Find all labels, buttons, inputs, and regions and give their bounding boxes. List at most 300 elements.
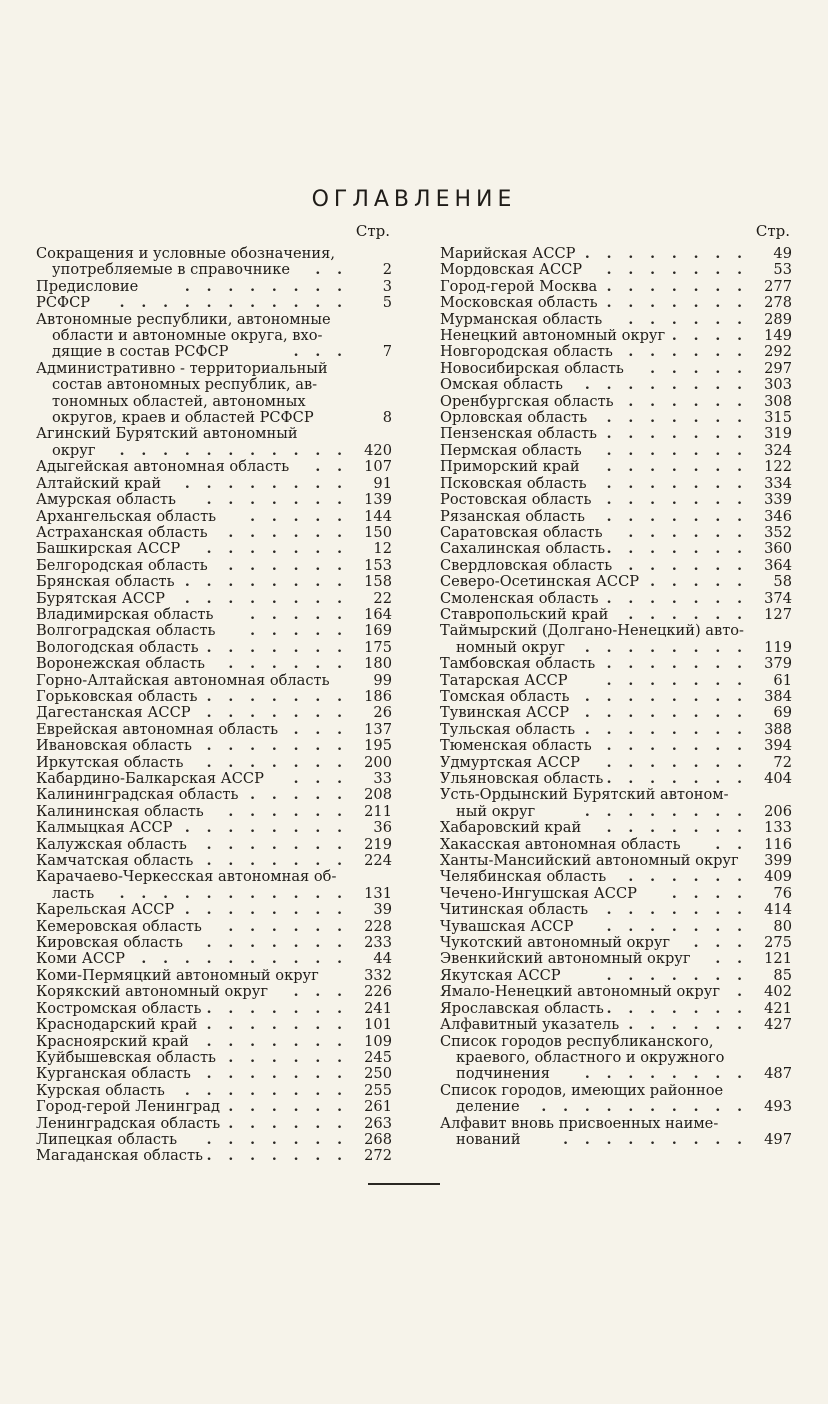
toc-entry — [440, 919, 792, 935]
toc-page-number: 133 — [764, 819, 792, 837]
toc-page-number: 33 — [373, 770, 392, 787]
page-column-header: Стр. — [755, 222, 790, 240]
toc-entry — [36, 541, 392, 557]
dot-leader: . . . . . . . . — [184, 574, 348, 591]
toc-entry — [36, 869, 392, 902]
dot-leader: . . . . . . — [628, 557, 748, 574]
toc-page-number: 164 — [364, 605, 392, 623]
dot-leader: . . — [315, 459, 348, 476]
toc-entry-title-line: Коми-Пермяцкий автономный округ — [36, 966, 319, 984]
toc-entry-title-line: Мордовская АССР — [440, 261, 583, 279]
toc-entry-title-line: Дагестанская АССР — [36, 704, 191, 722]
toc-entry-title-line: Чукотский автономный округ — [440, 934, 671, 952]
toc-entry — [440, 722, 792, 738]
toc-entry-title-line: Пензенская область — [440, 425, 597, 443]
toc-entry — [440, 574, 792, 590]
toc-page-number: 297 — [764, 359, 792, 377]
dot-leader: . . . . . . . — [206, 492, 348, 509]
toc-entry-title-line: Смоленская область — [440, 589, 599, 607]
toc-page-number: 180 — [364, 655, 392, 673]
toc-page-number: 149 — [764, 327, 792, 345]
toc-entry — [36, 1017, 392, 1033]
toc-page-number: 399 — [764, 852, 792, 870]
toc-entry — [440, 492, 792, 508]
dot-leader: . . . . . . . — [606, 262, 748, 279]
dot-leader: . . . . . — [250, 606, 348, 623]
toc-entry-title-line: Новгородская область — [440, 343, 613, 361]
toc-entry-title-line: ласть — [52, 884, 95, 902]
toc-entry — [440, 558, 792, 574]
toc-entry-title-line: Бурятская АССР — [36, 589, 165, 607]
toc-page-number: 107 — [364, 458, 392, 476]
toc-page-number: 263 — [364, 1114, 392, 1132]
toc-entry — [440, 656, 792, 672]
toc-page-number: 116 — [764, 835, 792, 853]
dot-leader: . . . . . . — [628, 344, 748, 361]
toc-entry — [440, 361, 792, 377]
dot-leader: . . . . . . . — [606, 1000, 748, 1017]
toc-entry-title-line: Чечено-Ингушская АССР — [440, 884, 637, 902]
toc-entry-title-line: Тульская область — [440, 720, 576, 738]
toc-entry — [36, 426, 392, 459]
toc-page-number: 44 — [373, 950, 392, 968]
toc-entry — [36, 837, 392, 853]
toc-entry-title-line: Алтайский край — [36, 474, 162, 492]
toc-page-number: 39 — [373, 901, 392, 919]
dot-leader: . . . . . — [250, 787, 348, 804]
toc-entry-title-line: Рязанская область — [440, 507, 585, 525]
toc-entry-title-line: Липецкая область — [36, 1130, 178, 1148]
toc-entry — [36, 951, 392, 967]
toc-page-number: 315 — [764, 409, 792, 427]
toc-page-number: 144 — [364, 507, 392, 525]
dot-leader: . . . . . . . — [206, 853, 348, 870]
toc-entry — [440, 607, 792, 623]
toc-entry-title — [440, 984, 748, 1000]
toc-page-number: 122 — [764, 458, 792, 476]
toc-page-number: 76 — [773, 884, 792, 902]
toc-entry-title-line: Оренбургская область — [440, 392, 614, 410]
toc-page-number: 49 — [773, 245, 792, 262]
toc-entry — [440, 246, 792, 262]
toc-entry-title-line: Волгоградская область — [36, 622, 216, 640]
toc-entry-title-line: Сахалинская область — [440, 540, 606, 558]
toc-entry-title-line: Владимирская область — [36, 605, 214, 623]
toc-entry — [440, 1017, 792, 1033]
dot-leader: . . . . . . — [228, 524, 348, 541]
toc-page-number: 421 — [764, 999, 792, 1017]
toc-entry — [36, 246, 392, 279]
toc-entry — [440, 377, 792, 393]
dot-leader: . . . . . . — [228, 918, 348, 935]
toc-entry-title-line: Архангельская область — [36, 507, 217, 525]
toc-entry-title-line: Горно-Алтайская автономная область — [36, 671, 330, 689]
toc-entry-title-line: деление — [456, 1098, 520, 1116]
toc-entry-title-line: Камчатская область — [36, 852, 194, 870]
toc-entry-title-line: дящие в состав РСФСР — [52, 343, 229, 361]
toc-page-number: 384 — [764, 687, 792, 705]
toc-entry-title-line: Тюменская область — [440, 737, 592, 755]
toc-entry-title-line: Мурманская область — [440, 310, 603, 328]
toc-entry — [440, 476, 792, 492]
toc-page-number: 379 — [764, 655, 792, 673]
toc-page-number: 414 — [764, 901, 792, 919]
toc-entry — [36, 1066, 392, 1082]
toc-entry-title-line: РСФСР — [36, 294, 91, 312]
dot-leader: . . . . . . . . — [184, 902, 348, 919]
dot-leader: . . . — [293, 771, 348, 787]
toc-entry — [440, 623, 792, 656]
toc-entry-title-line: Кировская область — [36, 934, 183, 952]
dot-leader: . . . . — [671, 328, 748, 345]
toc-entry — [440, 328, 792, 344]
toc-entry-title-line: Амурская область — [36, 491, 176, 509]
toc-entry-title-line: Ямало-Ненецкий автономный округ — [440, 983, 720, 1001]
dot-leader: . . . . . . . — [206, 688, 348, 705]
toc-entry-title-line: Хакасская автономная область — [440, 835, 681, 853]
toc-page-number: 364 — [764, 556, 792, 574]
dot-leader: . . . . . . . . — [584, 639, 748, 656]
toc-entry-title-line: округ — [52, 441, 96, 459]
toc-entry — [36, 722, 392, 738]
toc-page-number: 58 — [773, 573, 792, 591]
toc-page-number: 388 — [764, 720, 792, 738]
toc-entry-title-line: Удмуртская АССР — [440, 753, 580, 771]
dot-leader: . . . — [293, 344, 348, 361]
toc-entry-title-line: Курганская область — [36, 1065, 191, 1083]
toc-entry — [440, 820, 792, 836]
toc-entry-title-line: Список городов республиканского, — [440, 1032, 714, 1050]
toc-entry-title-line: Ульяновская область — [440, 770, 604, 787]
dot-leader: . . . — [293, 721, 348, 738]
toc-entry-title-line: Марийская АССР — [440, 245, 576, 262]
toc-entry-title-line: Орловская область — [440, 409, 588, 427]
toc-entry — [440, 443, 792, 459]
toc-page-number: 80 — [773, 917, 792, 935]
dot-leader: . . . . . . . — [206, 935, 348, 952]
toc-entry — [440, 755, 792, 771]
toc-page-number: 334 — [764, 474, 792, 492]
toc-page-number: 487 — [764, 1065, 792, 1083]
dot-leader: . . . . . . — [228, 803, 348, 820]
dot-leader: . . . . . . . — [606, 541, 748, 558]
toc-entry — [36, 1001, 392, 1017]
dot-leader: . . . . . . . . — [184, 590, 348, 607]
toc-entry — [36, 804, 392, 820]
toc-entry — [36, 558, 392, 574]
toc-entry — [36, 1034, 392, 1050]
toc-entry — [36, 1148, 392, 1164]
toc-entry-title-line: Сокращения и условные обозначения, — [36, 245, 335, 262]
toc-page-number: 275 — [764, 934, 792, 952]
toc-entry-title-line: Предисловие — [36, 277, 139, 295]
toc-entry — [36, 574, 392, 590]
toc-entry-title-line: Коми АССР — [36, 950, 126, 968]
toc-page-number: 153 — [364, 556, 392, 574]
toc-entry-title-line: Татарская АССР — [440, 671, 568, 689]
toc-entry-title-line: Город-герой Ленинград — [36, 1098, 220, 1116]
toc-entry — [36, 459, 392, 475]
toc-page-number: 22 — [373, 589, 392, 607]
toc-page-number: 219 — [364, 835, 392, 853]
dot-leader: . . . . . . . — [606, 410, 748, 427]
toc-page-number: 131 — [364, 884, 392, 902]
toc-entry-title-line: Автономные республики, автономные — [36, 310, 331, 328]
toc-entry-title-line: Вологодская область — [36, 638, 199, 656]
toc-entry-title-line: Башкирская АССР — [36, 540, 181, 558]
dot-leader: . . . . . . . — [606, 738, 748, 755]
toc-entry — [36, 640, 392, 656]
dot-leader: . . . . . . — [228, 1099, 348, 1116]
toc-page-number: 69 — [773, 704, 792, 722]
dot-leader: . . . . . . . — [606, 771, 748, 787]
dot-leader: . . . . . . — [628, 606, 748, 623]
dot-leader: . . . . . . . — [206, 639, 348, 656]
toc-page-number: 175 — [364, 638, 392, 656]
toc-page-number: 53 — [773, 261, 792, 279]
toc-page-number: 61 — [773, 671, 792, 689]
toc-entry — [36, 689, 392, 705]
toc-entry — [36, 738, 392, 754]
toc-entry-title-line: Калининская область — [36, 802, 204, 820]
toc-entry-title-line: ный округ — [456, 802, 536, 820]
toc-page-number: 186 — [364, 687, 392, 705]
dot-leader: . . . . . . . . . . — [541, 1099, 748, 1116]
toc-entry-title — [440, 951, 748, 967]
toc-entry-title-line: Брянская область — [36, 573, 175, 591]
toc-entry-title-line: Ростовская область — [440, 491, 592, 509]
toc-page-number: 250 — [364, 1065, 392, 1083]
toc-page-number: 420 — [364, 441, 392, 459]
toc-entry — [36, 492, 392, 508]
toc-entry — [36, 705, 392, 721]
toc-page-number: 346 — [764, 507, 792, 525]
toc-page-number: 121 — [764, 950, 792, 968]
toc-entry-title-line: Алфавит вновь присвоенных наиме- — [440, 1114, 719, 1132]
toc-entry-title-line: Алфавитный указатель — [440, 1016, 620, 1034]
toc-page-number: 36 — [373, 819, 392, 837]
toc-entry-title — [36, 968, 348, 984]
toc-page-number: 3 — [382, 277, 392, 295]
toc-page-number: 5 — [382, 294, 392, 312]
toc-entry — [440, 689, 792, 705]
dot-leader: . . . . . . . . — [184, 1082, 348, 1099]
toc-entry-title-line: Корякский автономный округ — [36, 983, 268, 1001]
dot-leader: . . . . . — [650, 574, 748, 591]
toc-entry — [440, 1083, 792, 1116]
toc-entry-title-line: Читинская область — [440, 901, 589, 919]
toc-page-number: 2 — [382, 261, 392, 279]
toc-entry-title-line: Ивановская область — [36, 737, 192, 755]
toc-column-right — [440, 218, 792, 1148]
toc-entry — [440, 673, 792, 689]
dot-leader: . . . . . . . — [206, 1000, 348, 1017]
dot-leader: . . — [715, 951, 748, 968]
toc-entry — [36, 1132, 392, 1148]
toc-entry — [440, 902, 792, 918]
dot-leader: . . . . . . . — [206, 705, 348, 722]
toc-entry-title-line: Хабаровский край — [440, 819, 582, 837]
toc-entry-title — [36, 459, 348, 475]
dot-leader: . . . . . . . — [606, 902, 748, 919]
toc-entry-title-line: округов, краев и областей РСФСР — [52, 409, 314, 427]
toc-page-number: 206 — [764, 802, 792, 820]
toc-page-number: 394 — [764, 737, 792, 755]
toc-entry — [36, 1116, 392, 1132]
toc-entry-title-line: Краснодарский край — [36, 1016, 198, 1034]
toc-entry — [440, 1001, 792, 1017]
toc-page-number: 127 — [764, 605, 792, 623]
toc-entry — [440, 525, 792, 541]
toc-entry-title-line: Пермская область — [440, 441, 582, 459]
toc-entry-title-line: Тувинская АССР — [440, 704, 570, 722]
dot-leader: . . . . . . — [628, 393, 748, 410]
page-title: ОГЛАВЛЕНИЕ — [311, 186, 517, 212]
toc-entry — [36, 984, 392, 1000]
toc-page-number: 109 — [364, 1032, 392, 1050]
toc-entry-title-line: Астраханская область — [36, 523, 208, 541]
toc-page-number: 360 — [764, 540, 792, 558]
toc-entry — [36, 755, 392, 771]
dot-leader: . . . . . . . . . — [563, 1131, 748, 1148]
toc-entry — [36, 968, 392, 984]
toc-entry-title-line: состав автономных республик, ав- — [52, 376, 318, 394]
dot-leader: . . . . . . . — [606, 820, 748, 837]
toc-page-number: 208 — [364, 786, 392, 804]
toc-entry-title-line: номный округ — [456, 638, 566, 656]
toc-page-number: 224 — [364, 852, 392, 870]
toc-page-number: 268 — [364, 1130, 392, 1148]
toc-entry-title-line: Свердловская область — [440, 556, 613, 574]
toc-page-number: 72 — [773, 753, 792, 771]
toc-page-number: 319 — [764, 425, 792, 443]
toc-entry-title-line: Саратовская область — [440, 523, 603, 541]
toc-entry — [36, 1083, 392, 1099]
toc-entry-title-line: Карельская АССР — [36, 901, 175, 919]
toc-entry-title-line: Магаданская область — [36, 1147, 203, 1165]
dot-leader: . . . . . . — [628, 524, 748, 541]
toc-entry — [440, 738, 792, 754]
dot-leader: . . . . . . . — [606, 672, 748, 689]
page-column-header: Стр. — [355, 222, 390, 240]
toc-entry-title-line: Томская область — [440, 687, 570, 705]
dot-leader: . . . . . . . . — [584, 721, 748, 738]
toc-entry — [36, 607, 392, 623]
toc-entry-title-line: Белгородская область — [36, 556, 208, 574]
toc-page-number: 404 — [764, 770, 792, 787]
toc-entry — [36, 295, 392, 311]
toc-entry-title-line: Тамбовская область — [440, 655, 596, 673]
toc-entry — [440, 312, 792, 328]
toc-entry — [440, 869, 792, 885]
toc-page-number: 277 — [764, 277, 792, 295]
dot-leader: . . . . . . . . — [584, 246, 748, 262]
toc-entry-title-line: Якутская АССР — [440, 966, 561, 984]
toc-entry — [36, 935, 392, 951]
toc-page-number: 91 — [373, 474, 392, 492]
toc-page-number: 332 — [364, 966, 392, 984]
toc-entry — [440, 394, 792, 410]
dot-leader: . . . . . . . . — [584, 1066, 748, 1083]
toc-entry-title-line: Адыгейская автономная область — [36, 458, 290, 476]
toc-entry-title-line: Агинский Бурятский автономный — [36, 425, 298, 443]
toc-entry-title — [36, 246, 348, 279]
toc-entry-title-line: краевого, областного и окружного — [456, 1048, 725, 1066]
toc-entry-title-line: Челябинская область — [440, 868, 607, 886]
toc-entry — [440, 935, 792, 951]
dot-leader: . . . . . . — [228, 1115, 348, 1132]
toc-entry-title-line: Калужская область — [36, 835, 187, 853]
toc-entry — [440, 262, 792, 278]
toc-entry — [440, 951, 792, 967]
dot-leader: . . . . . . . — [606, 754, 748, 771]
dot-leader: . . . . . . . — [606, 508, 748, 525]
toc-entry-title-line: Усть-Ордынский Бурятский автоном- — [440, 786, 729, 804]
dot-leader: . . . . . . . . . . . — [119, 885, 348, 902]
dot-leader: . . . . . . . . — [184, 475, 348, 492]
dot-leader: . . . . . . — [628, 1017, 748, 1034]
toc-entry-title-line: Список городов, имеющих районное — [440, 1081, 724, 1099]
toc-page-number: 374 — [764, 589, 792, 607]
dot-leader: . . . . . — [250, 508, 348, 525]
dot-leader: . . . . . . . — [206, 836, 348, 853]
toc-page-number: 493 — [764, 1098, 792, 1116]
toc-page-number: 26 — [373, 704, 392, 722]
dot-leader: . . . . . . . — [606, 426, 748, 443]
toc-entry — [36, 919, 392, 935]
dot-leader: . . . . . . . — [606, 656, 748, 673]
toc-entry-title — [36, 361, 348, 427]
dot-leader: . . . . . . — [228, 557, 348, 574]
toc-page-number: 324 — [764, 441, 792, 459]
toc-entry — [440, 295, 792, 311]
toc-entry-title-line: Ненецкий автономный округ — [440, 327, 666, 345]
toc-entry — [440, 771, 792, 787]
dot-leader: . . . . . . . — [206, 1148, 348, 1165]
toc-entry-title-line: Кемеровская область — [36, 917, 202, 935]
toc-entry — [440, 1116, 792, 1149]
toc-page-number: 303 — [764, 376, 792, 394]
toc-page-number: 409 — [764, 868, 792, 886]
toc-page-number: 427 — [764, 1016, 792, 1034]
toc-entry — [440, 279, 792, 295]
toc-entry-title-line: Ставропольский край — [440, 605, 609, 623]
toc-entry — [36, 1099, 392, 1115]
toc-entry-title-line: Иркутская область — [36, 753, 184, 771]
toc-page-number: 292 — [764, 343, 792, 361]
dot-leader: . . . . . . . . — [184, 820, 348, 837]
dot-leader: . . . . . . . — [206, 1033, 348, 1050]
dot-leader: . . . . . . . — [606, 918, 748, 935]
toc-entry — [36, 656, 392, 672]
dot-leader: . . . . . . . — [606, 967, 748, 984]
toc-entry-title — [36, 673, 348, 689]
dot-leader: . . . . . . . — [606, 492, 748, 509]
toc-entry-title-line: области и автономные округа, вхо- — [52, 327, 323, 345]
toc-page-number: 241 — [364, 999, 392, 1017]
toc-entry-title-line: Красноярский край — [36, 1032, 189, 1050]
dot-leader: . . . . . . . — [206, 541, 348, 558]
toc-page-number: 497 — [764, 1130, 792, 1148]
toc-entry — [36, 623, 392, 639]
toc-page-number: 12 — [373, 540, 392, 558]
toc-entry — [440, 705, 792, 721]
toc-entry — [440, 984, 792, 1000]
toc-page-number: 289 — [764, 310, 792, 328]
toc-entry — [36, 279, 392, 295]
toc-entry — [36, 902, 392, 918]
toc-entry-title-line: Куйбышевская область — [36, 1048, 217, 1066]
